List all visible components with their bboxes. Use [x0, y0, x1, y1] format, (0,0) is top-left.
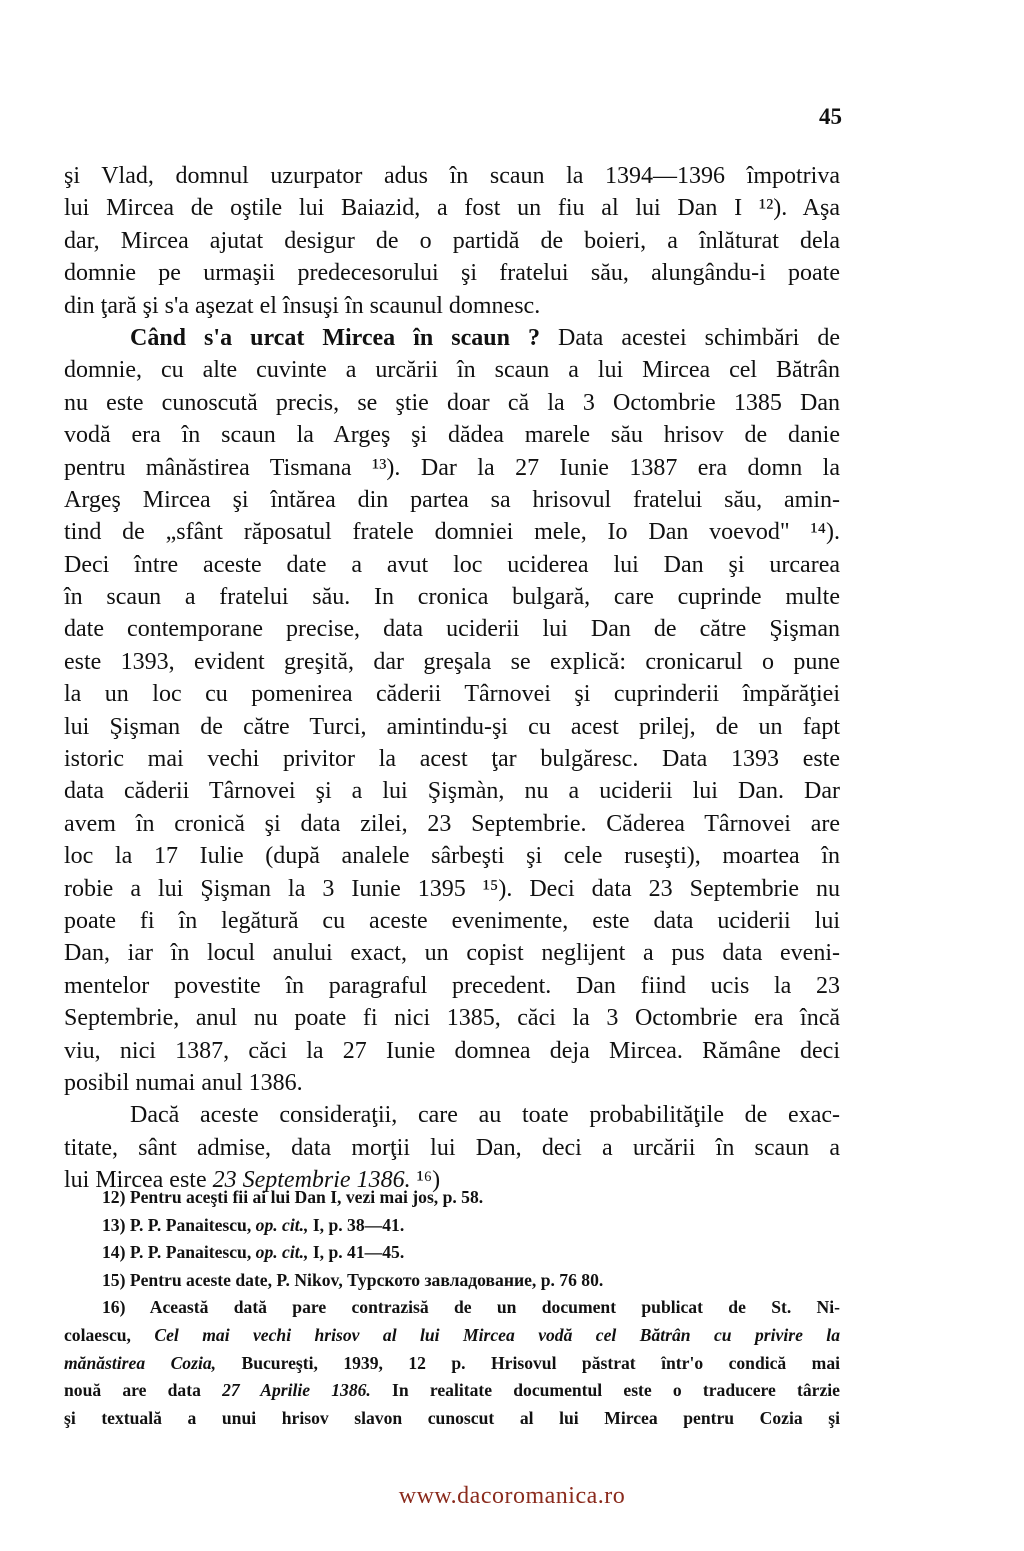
text-line: avem în cronică şi data zilei, 23 Septembrie. Căderea Târnovei are	[64, 810, 840, 837]
text-line: date contemporane precise, data uciderii lui Dan de către Şişman	[64, 616, 840, 643]
text-run: Data acestei schimbări de	[539, 324, 840, 351]
text-line: domnie, cu alte cuvinte a urcării în scaun a lui Mircea cel Bătrân	[64, 357, 840, 384]
text-line: la un loc cu pomenirea căderii Târnovei şi cuprinderii împărăţiei	[64, 681, 840, 708]
text-line: Deci între aceste date a avut loc uciderea lui Dan şi urcarea	[64, 551, 840, 578]
footnote-16-line	[64, 1350, 840, 1378]
text-line	[64, 322, 840, 354]
footnotes	[64, 1184, 840, 1432]
text-line: data căderii Târnovei şi a lui Şişmàn, nu a uciderii lui Dan. Dar	[64, 778, 840, 805]
site-watermark: www.dacoromanica.ro	[398, 1483, 626, 1509]
text-line: istoric mai vechi privitor la acest ţar bulgăresc. Data 1393 este	[64, 746, 840, 773]
text-line: mentelor povestite în paragraful precedent. Dan fiind ucis la 23	[64, 972, 840, 999]
text-run-italic: op. cit.,	[255, 1242, 309, 1263]
section-heading: Când s'a urcat Mircea în scaun ?	[130, 324, 540, 351]
footnote-16-line	[64, 1322, 840, 1350]
text-run-italic: mănăstirea Cozia,	[64, 1352, 217, 1373]
text-line: posibil numai anul 1386.	[64, 1069, 303, 1096]
text-line: nu este cunoscută precis, se ştie doar că la 3 Octombrie 1385 Dan	[64, 389, 840, 416]
text-run: In realitate documentul este o traducere târzie	[370, 1380, 840, 1401]
page-number: 45	[819, 104, 842, 129]
footnote-16-line	[64, 1377, 840, 1405]
text-line: Argeş Mircea şi întărea din partea sa hrisovul fratelui său, amin-	[64, 486, 840, 513]
text-line: lui Şişman de către Turci, amintindu-şi cu acest prilej, de un fapt	[64, 713, 840, 740]
footnote-13	[64, 1212, 840, 1240]
text-line: pentru mânăstirea Tismana ¹³). Dar la 27 Iunie 1387 era domn la	[64, 454, 840, 481]
text-run: I, p. 38—41.	[308, 1214, 405, 1235]
text-line: Septembrie, anul nu poate fi nici 1385, căci la 3 Octombrie era încă	[64, 1005, 840, 1032]
text-run: Bucureşti, 1939, 12 p. Hrisovul păstrat într'o condică mai	[216, 1352, 841, 1373]
text-line: titate, sânt admise, data morţii lui Dan, deci a urcării în scaun a	[64, 1134, 840, 1161]
text-line: vodă era în scaun la Argeş şi dădea marele său hrisov de danie	[64, 422, 840, 449]
text-line: domnie pe urmaşii predecesorului şi fratelui său, alungându-i poate	[64, 260, 840, 287]
text-run: colaescu,	[64, 1324, 155, 1345]
footnote-12: 12) Pentru aceşti fii ai lui Dan I, vezi mai jos, p. 58.	[102, 1187, 484, 1207]
text-line: este 1393, evident greşită, dar greşala se explică: cronicarul o pune	[64, 648, 840, 675]
main-text	[64, 160, 840, 1197]
footnote-14	[64, 1239, 840, 1267]
text-line: loc la 17 Iulie (după analele sârbeşti şi cele ruseşti), moartea în	[64, 843, 840, 870]
text-line: dar, Mircea ajutat desigur de o partidă de boieri, a înlăturat dela	[64, 227, 840, 254]
text-line: din ţară şi s'a aşezat el însuşi în scaunul domnesc.	[64, 292, 541, 319]
footnote-16-line: şi textuală a unui hrisov slavon cunoscut al lui Mircea pentru Cozia şi	[64, 1407, 840, 1428]
text-line: tind de „sfânt răposatul fratele domniei mele, Io Dan voevod" ¹⁴).	[64, 519, 840, 546]
footnote-15: 15) Pentru aceste date, P. Nikov, Турското завладование, p. 76 80.	[102, 1269, 604, 1290]
text-line: poate fi în legătură cu aceste evenimente, este data uciderii lui	[64, 907, 840, 934]
text-line: în scaun a fratelui său. In cronica bulgară, care cuprinde multe	[64, 584, 840, 611]
text-line: lui Mircea de oştile lui Baiazid, a fost un fiu al lui Dan I ¹²). Aşa	[64, 195, 840, 222]
text-run: 14) P. P. Panaitescu,	[102, 1242, 256, 1263]
text-run: I, p. 41—45.	[308, 1242, 405, 1263]
text-line: robie a lui Şişman la 3 Iunie 1395 ¹⁵). Deci data 23 Septembrie nu	[64, 875, 840, 902]
text-run: lui Mircea este	[64, 1167, 213, 1194]
footnote-ref: ¹⁶)	[410, 1167, 441, 1194]
text-line: şi Vlad, domnul uzurpator adus în scaun la 1394—1396 împotriva	[64, 163, 840, 189]
text-run: 13) P. P. Panaitescu,	[102, 1214, 256, 1235]
text-run-italic: Cel mai vechi hrisov al lui Mircea vodă cel Bătrân cu privire la	[154, 1324, 840, 1345]
text-run: nouă are data	[64, 1380, 223, 1401]
text-run-italic: op. cit.,	[255, 1214, 309, 1235]
text-line: Dacă aceste consideraţii, care au toate probabilităţile de exac-	[130, 1102, 840, 1129]
text-line: Dan, iar în locul anului exact, un copist neglijent a pus data eveni-	[64, 940, 840, 967]
date-emphasis: 23 Septembrie 1386.	[212, 1167, 411, 1194]
text-run-italic: 27 Aprilie 1386.	[222, 1380, 371, 1401]
text-line: viu, nici 1387, căci la 27 Iunie domnea deja Mircea. Rămâne deci	[64, 1037, 840, 1064]
footnote-16-line: 16) Această dată pare contrazisă de un document publicat de St. Ni-	[102, 1297, 840, 1318]
